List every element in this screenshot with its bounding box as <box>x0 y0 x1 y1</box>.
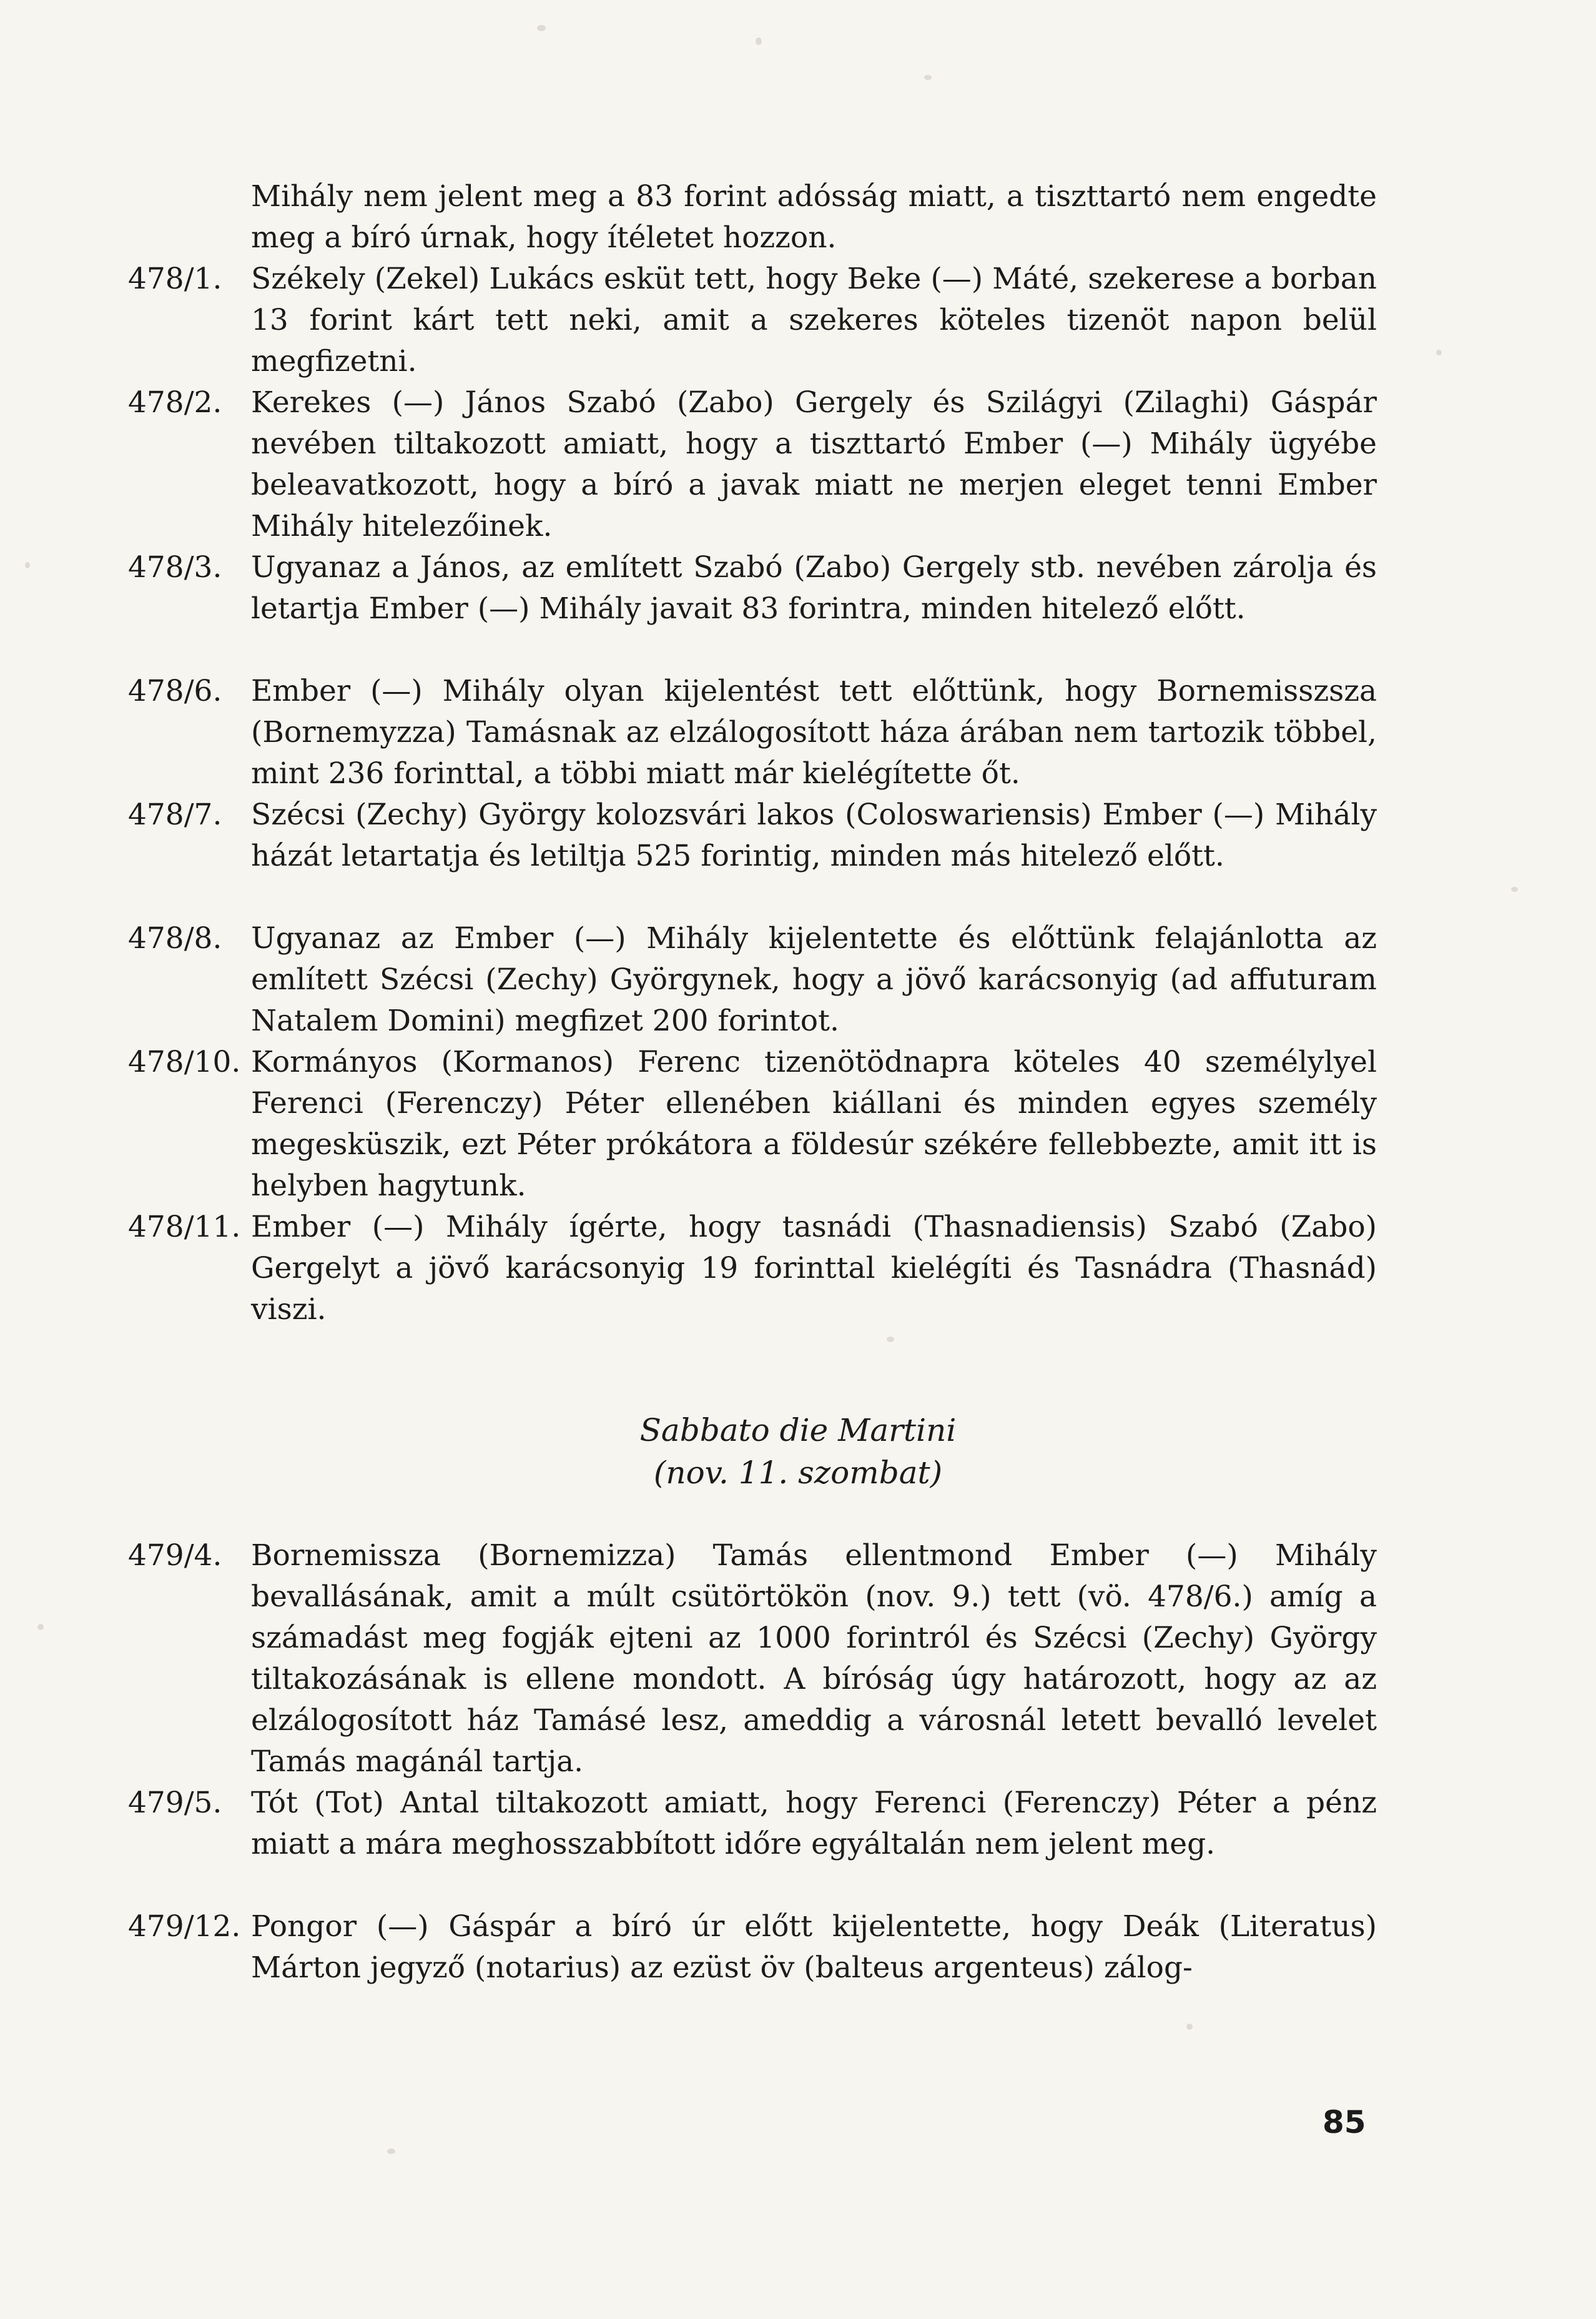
entry-number: 478/2. <box>128 385 222 420</box>
entry-text: Szécsi (Zechy) György kolozsvári lakos (Coloswariensis) Ember (—) Mihály házát letartatja és letiltja 525 forintig, minden más hitelező előtt. <box>251 798 1377 873</box>
scan-speckle <box>887 1337 894 1342</box>
section-heading-line1: Sabbato die Martini <box>639 1412 957 1448</box>
entry-text: Tót (Tot) Antal tiltakozott amiatt, hogy Ferenci (Ferenczy) Péter a pénz miatt a mára meghosszabbított időre egyáltalán nem jelent meg. <box>251 1786 1377 1861</box>
entry-478-6 <box>128 671 1377 794</box>
scan-speckle <box>924 75 932 80</box>
entry-text: Pongor (—) Gáspár a bíró úr előtt kijelentette, hogy Deák (Literatus) Márton jegyző (notarius) az ezüst öv (balteus argenteus) zálog- <box>251 1909 1377 1985</box>
entry-479-4 <box>128 1535 1377 1783</box>
entry-number: 478/8. <box>128 921 222 956</box>
entry-text: Kormányos (Kormanos) Ferenc tizenötödnapra köteles 40 személylyel Ferenci (Ferenczy) Péter ellenében kiállani és minden egyes személy megesküszik, ezt Péter prókátora a földesúr székére fellebbezte, amit itt is helyben hagytunk. <box>251 1045 1377 1203</box>
entry-text: Kerekes (—) János Szabó (Zabo) Gergely és Szilágyi (Zilaghi) Gáspár nevében tiltakozott amiatt, hogy a tiszttartó Ember (—) Mihály ügyébe beleavatkozott, hogy a bíró a javak miatt ne merjen eleget tenni Ember Mihály hitelezőinek. <box>251 385 1377 543</box>
entry-text: Ugyanaz a János, az említett Szabó (Zabo) Gergely stb. nevében zárolja és letartja Ember (—) Mihály javait 83 forintra, minden hitelező előtt. <box>251 550 1377 626</box>
entry-478-7 <box>128 794 1377 877</box>
entry-text: Székely (Zekel) Lukács esküt tett, hogy Beke (—) Máté, szekerese a borban 13 forint kárt tett neki, amit a szekeres köteles tizenöt napon belül megfizetni. <box>251 262 1377 378</box>
scan-speckle <box>1511 887 1518 892</box>
scan-speckle <box>37 1624 44 1630</box>
entry-number: 479/5. <box>128 1786 222 1820</box>
entry-478-2 <box>128 382 1377 547</box>
entry-479-12 <box>128 1906 1377 1989</box>
entry-478-10 <box>128 1042 1377 1207</box>
scan-speckle <box>537 25 546 31</box>
section-heading-line2: (nov. 11. szombat) <box>653 1455 943 1491</box>
entry-number: 478/7. <box>128 798 222 832</box>
scan-speckle <box>1436 350 1442 355</box>
scan-speckle <box>25 562 30 568</box>
entry-478-11 <box>128 1207 1377 1330</box>
entry-number: 479/4. <box>128 1538 222 1573</box>
scan-speckle <box>756 37 762 45</box>
entry-479-5 <box>128 1783 1377 1865</box>
scan-speckle <box>1186 2024 1193 2030</box>
entry-text: Ember (—) Mihály olyan kijelentést tett előttünk, hogy Bornemisszsza (Bornemyzza) Tamásnak az elzálogosított háza árában nem tartozik többel, mint 236 forinttal, a többi miatt már kielégítette őt. <box>251 674 1377 791</box>
entry-number: 478/6. <box>128 674 222 708</box>
entry-number: 478/3. <box>128 550 222 585</box>
entry-text: Ugyanaz az Ember (—) Mihály kijelentette és előttünk felajánlotta az említett Szécsi (Zechy) Györgynek, hogy a jövő karácsonyig (ad affuturam Natalem Domini) megfizet 200 forintot. <box>251 921 1377 1038</box>
page-number: 85 <box>1323 2104 1366 2140</box>
continuation-paragraph: Mihály nem jelent meg a 83 forint adósság miatt, a tiszttartó nem engedte meg a bíró úrnak, hogy ítéletet hozzon. <box>251 179 1377 255</box>
entry-478-1 <box>128 259 1377 382</box>
entry-text: Ember (—) Mihály ígérte, hogy tasnádi (Thasnadiensis) Szabó (Zabo) Gergelyt a jövő karácsonyig 19 forinttal kielégíti és Tasnádra (Thasnád) viszi. <box>251 1210 1377 1327</box>
entry-number: 478/1. <box>128 262 222 296</box>
entry-478-3 <box>128 547 1377 630</box>
entry-text: Bornemissza (Bornemizza) Tamás ellentmond Ember (—) Mihály bevallásának, amit a múlt csütörtökön (nov. 9.) tett (vö. 478/6.) amíg a számadást meg fogják ejteni az 1000 forintról és Szécsi (Zechy) György tiltakozásának is ellene mondott. A bíróság úgy határozott, hogy az az elzálogosított ház Tamásé lesz, ameddig a városnál letett bevalló levelet Tamás magánál tartja. <box>251 1538 1377 1779</box>
entry-number: 478/11. <box>128 1210 241 1244</box>
entry-number: 478/10. <box>128 1045 241 1079</box>
scan-speckle <box>387 2148 395 2154</box>
entry-number: 479/12. <box>128 1909 241 1944</box>
entry-478-8 <box>128 918 1377 1042</box>
